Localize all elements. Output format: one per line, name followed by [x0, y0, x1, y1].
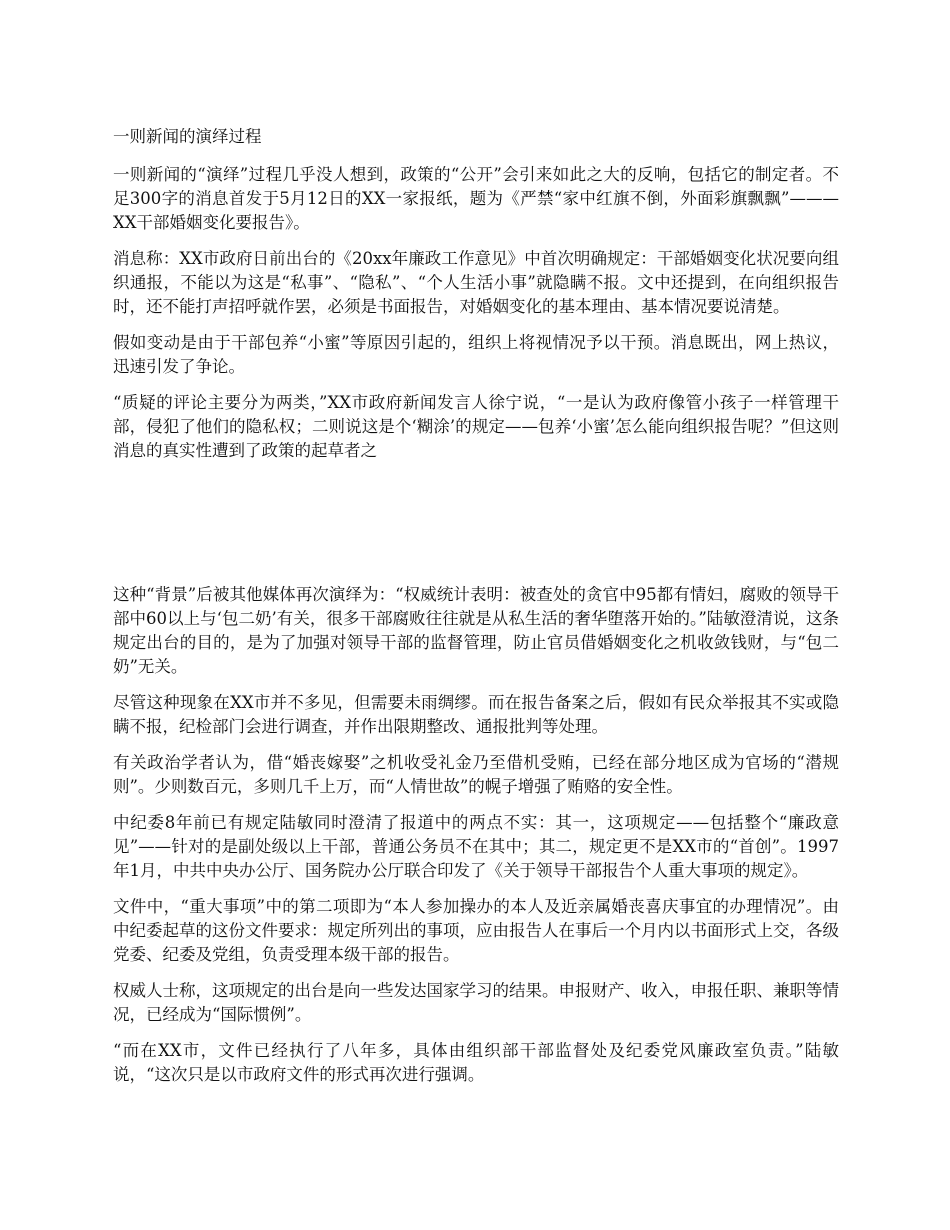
- paragraph-background: 这种“背景”后被其他媒体再次演绎为：“权威统计表明：被查处的贪官中95都有情妇，腐败的领导干部中60以上与‘包二奶’有关，很多干部腐败往往就是从私生活的奢华堕落开始的。”陆敏澄清说，这条规定出台的目的，是为了加强对领导干部的监督管理，防止官员借婚姻变化之机收敛钱财，与“包二奶”无关。: [113, 585, 839, 676]
- article-bottom-section: [113, 583, 839, 1099]
- paragraph-reporting-procedure: 尽管这种现象在XX市并不多见，但需要未雨绸缪。而在报告备案之后，假如有民众举报其不实或隐瞒不报，纪检部门会进行调查，并作出限期整改、通报批判等处理。: [113, 693, 839, 736]
- paragraph-intervention: 假如变动是由于干部包养“小蜜”等原因引起的，组织上将视情况予以干预。消息既出，网上热议，迅速引发了争论。: [113, 333, 839, 376]
- paragraph-spokesperson-quote: “质疑的评论主要分为两类，”XX市政府新闻发言人徐宁说，“一是认为政府像管小孩子一样管理干部，侵犯了他们的隐私权；二则说这是个‘糊涂’的规定——包养‘小蜜’怎么能向组织报告呢？”但这则消息的真实性遭到了政策的起草者之: [113, 393, 839, 460]
- article-title: 一则新闻的演绎过程: [113, 127, 262, 146]
- paragraph-international-practice: 权威人士称，这项规定的出台是向一些发达国家学习的结果。申报财产、收入，申报任职、兼职等情况，已经成为“国际惯例”。: [113, 981, 839, 1024]
- article-top-section: [113, 124, 839, 475]
- paragraph-scholar-view: 有关政治学者认为，借“婚丧嫁娶”之机收受礼金乃至借机受贿，已经在部分地区成为官场的“潜规则”。少则数百元，多则几千上万，而“人情世故”的幌子增强了贿赂的安全性。: [113, 753, 839, 796]
- paragraph-major-matters: 文件中，“重大事项”中的第二项即为“本人参加操办的本人及近亲属婚丧喜庆事宜的办理情况”。由中纪委起草的这份文件要求：规定所列出的事项，应由报告人在事后一个月内以书面形式上交，各级党委、纪委及党组，负责受理本级干部的报告。: [113, 897, 839, 964]
- paragraph-intro: 一则新闻的“演绎”过程几乎没人想到，政策的“公开”会引来如此之大的反响，包括它的制定者。不足300字的消息首发于5月12日的XX一家报纸，题为《严禁“家中红旗不倒，外面彩旗飘飘”———XX干部婚姻变化要报告》。: [113, 165, 839, 232]
- paragraph-closing-quote: “而在XX市，文件已经执行了八年多，具体由组织部干部监督处及纪委党风廉政室负责。”陆敏说，“这次只是以市政府文件的形式再次进行强调。: [113, 1041, 839, 1084]
- paragraph-news-claim: 消息称：XX市政府日前出台的《20xx年廉政工作意见》中首次明确规定：干部婚姻变化状况要向组织通报，不能以为这是“私事”、“隐私”、“个人生活小事”就隐瞒不报。文中还提到，在向组织报告时，还不能打声招呼就作罢，必须是书面报告，对婚姻变化的基本理由、基本情况要说清楚。: [113, 249, 839, 316]
- paragraph-central-discipline: 中纪委8年前已有规定陆敏同时澄清了报道中的两点不实：其一，这项规定——包括整个“廉政意见”——针对的是副处级以上干部，普通公务员不在其中；其二，规定更不是XX市的“首创”。1997年1月，中共中央办公厅、国务院办公厅联合印发了《关于领导干部报告个人重大事项的规定》。: [113, 813, 839, 880]
